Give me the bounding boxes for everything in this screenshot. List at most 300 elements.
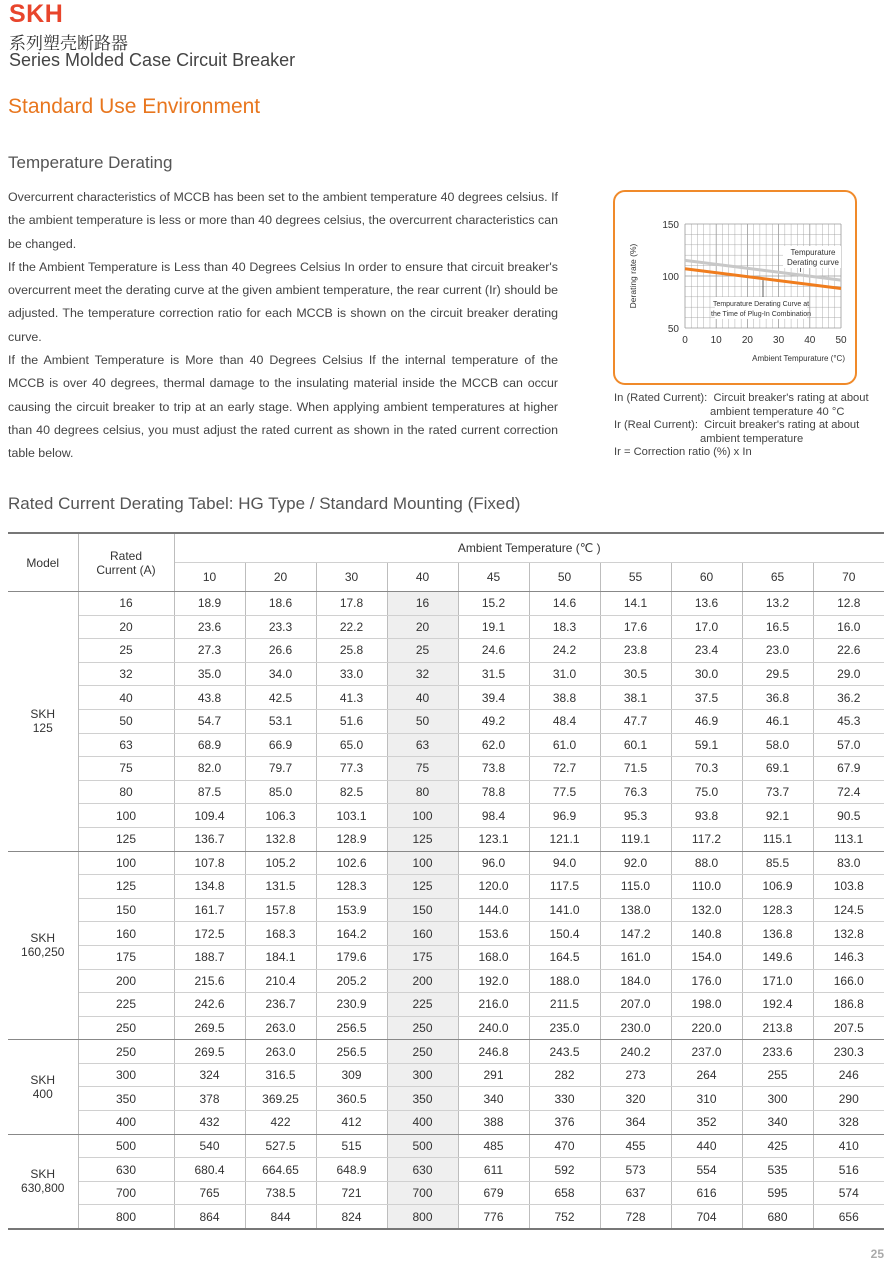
value-cell: 94.0 — [529, 851, 600, 875]
table-row — [8, 945, 884, 969]
value-cell: 62.0 — [458, 733, 529, 757]
value-cell: 230.3 — [813, 1040, 884, 1064]
value-cell: 164.2 — [316, 922, 387, 946]
value-cell: 328 — [813, 1111, 884, 1135]
table-row — [8, 1063, 884, 1087]
value-cell: 573 — [600, 1158, 671, 1182]
value-cell: 179.6 — [316, 945, 387, 969]
value-cell: 240.0 — [458, 1016, 529, 1040]
y-tick-label: 150 — [662, 220, 679, 231]
value-cell: 117.2 — [671, 827, 742, 851]
value-cell: 16 — [387, 592, 458, 616]
table-row — [8, 993, 884, 1017]
value-cell: 80 — [387, 780, 458, 804]
value-cell: 29.5 — [742, 662, 813, 686]
rated-current-cell: 80 — [78, 780, 174, 804]
value-cell: 269.5 — [174, 1016, 245, 1040]
value-cell: 128.3 — [316, 875, 387, 899]
model-cell: SKH 400 — [8, 1040, 78, 1134]
value-cell: 96.0 — [458, 851, 529, 875]
rated-current-cell: 20 — [78, 615, 174, 639]
value-cell: 172.5 — [174, 922, 245, 946]
value-cell: 184.0 — [600, 969, 671, 993]
table-row — [8, 1158, 884, 1182]
table-row — [8, 592, 884, 616]
table-row — [8, 686, 884, 710]
table-row — [8, 757, 884, 781]
value-cell: 46.9 — [671, 709, 742, 733]
value-cell: 106.3 — [245, 804, 316, 828]
value-cell: 168.0 — [458, 945, 529, 969]
value-cell: 422 — [245, 1111, 316, 1135]
table-row — [8, 922, 884, 946]
value-cell: 131.5 — [245, 875, 316, 899]
value-cell: 45.3 — [813, 709, 884, 733]
note-ir-cont: ambient temperature — [700, 432, 804, 445]
value-cell: 115.1 — [742, 827, 813, 851]
value-cell: 38.8 — [529, 686, 600, 710]
value-cell: 700 — [387, 1181, 458, 1205]
value-cell: 132.0 — [671, 898, 742, 922]
note-ir: Ir (Real Current): Circuit breaker's rating at about — [614, 419, 860, 431]
value-cell: 765 — [174, 1181, 245, 1205]
value-cell: 30.0 — [671, 662, 742, 686]
value-cell: 146.3 — [813, 945, 884, 969]
table-row — [8, 733, 884, 757]
value-cell: 73.8 — [458, 757, 529, 781]
model-cell: SKH 630,800 — [8, 1134, 78, 1229]
value-cell: 26.6 — [245, 639, 316, 663]
value-cell: 46.1 — [742, 709, 813, 733]
value-cell: 22.6 — [813, 639, 884, 663]
value-cell: 92.0 — [600, 851, 671, 875]
value-cell: 210.4 — [245, 969, 316, 993]
value-cell: 18.3 — [529, 615, 600, 639]
value-cell: 132.8 — [245, 827, 316, 851]
value-cell: 17.0 — [671, 615, 742, 639]
value-cell: 515 — [316, 1134, 387, 1158]
value-cell: 664.65 — [245, 1158, 316, 1182]
value-cell: 121.1 — [529, 827, 600, 851]
value-cell: 27.3 — [174, 639, 245, 663]
value-cell: 113.1 — [813, 827, 884, 851]
header-ambient-temperature: Ambient Temperature (℃ ) — [174, 533, 884, 563]
value-cell: 310 — [671, 1087, 742, 1111]
y-tick-label: 50 — [667, 324, 679, 335]
value-cell: 15.2 — [458, 592, 529, 616]
value-cell: 82.5 — [316, 780, 387, 804]
rated-current-cell: 40 — [78, 686, 174, 710]
value-cell: 250 — [387, 1040, 458, 1064]
value-cell: 154.0 — [671, 945, 742, 969]
value-cell: 23.6 — [174, 615, 245, 639]
value-cell: 168.3 — [245, 922, 316, 946]
paragraph: If the Ambient Temperature is Less than 40 Degrees Celsius In order to ensure that circuit breaker's overcurrent meet the derating curve at the given ambient temperature, the rear current (Ir) should be adjusted. The temperature correction ratio for each MCCB is shown on the circuit breaker derating curve. — [8, 259, 558, 344]
value-cell: 440 — [671, 1134, 742, 1158]
value-cell: 153.9 — [316, 898, 387, 922]
value-cell: 31.5 — [458, 662, 529, 686]
value-cell: 16.5 — [742, 615, 813, 639]
value-cell: 637 — [600, 1181, 671, 1205]
value-cell: 18.9 — [174, 592, 245, 616]
table-row — [8, 1134, 884, 1158]
value-cell: 79.7 — [245, 757, 316, 781]
value-cell: 16.0 — [813, 615, 884, 639]
value-cell: 240.2 — [600, 1040, 671, 1064]
value-cell: 592 — [529, 1158, 600, 1182]
value-cell: 24.2 — [529, 639, 600, 663]
value-cell: 235.0 — [529, 1016, 600, 1040]
value-cell: 658 — [529, 1181, 600, 1205]
value-cell: 134.8 — [174, 875, 245, 899]
value-cell: 213.8 — [742, 1016, 813, 1040]
value-cell: 20 — [387, 615, 458, 639]
value-cell: 141.0 — [529, 898, 600, 922]
value-cell: 378 — [174, 1087, 245, 1111]
value-cell: 77.3 — [316, 757, 387, 781]
value-cell: 485 — [458, 1134, 529, 1158]
value-cell: 92.1 — [742, 804, 813, 828]
value-cell: 246 — [813, 1063, 884, 1087]
x-tick-label: 10 — [710, 335, 722, 346]
value-cell: 60.1 — [600, 733, 671, 757]
rated-current-cell: 160 — [78, 922, 174, 946]
rated-current-cell: 700 — [78, 1181, 174, 1205]
value-cell: 36.8 — [742, 686, 813, 710]
value-cell: 136.7 — [174, 827, 245, 851]
model-cell: SKH 160,250 — [8, 851, 78, 1040]
value-cell: 66.9 — [245, 733, 316, 757]
y-tick-label: 100 — [662, 272, 679, 283]
table-row — [8, 969, 884, 993]
value-cell: 67.9 — [813, 757, 884, 781]
value-cell: 106.9 — [742, 875, 813, 899]
value-cell: 150 — [387, 898, 458, 922]
table-row — [8, 709, 884, 733]
header-rated-current: Rated Current (A) — [78, 533, 174, 592]
value-cell: 160 — [387, 922, 458, 946]
value-cell: 340 — [458, 1087, 529, 1111]
rated-current-cell: 100 — [78, 804, 174, 828]
table-row — [8, 1111, 884, 1135]
header-temp: 65 — [742, 563, 813, 592]
value-cell: 22.2 — [316, 615, 387, 639]
rated-current-cell: 350 — [78, 1087, 174, 1111]
value-cell: 680 — [742, 1205, 813, 1229]
value-cell: 128.9 — [316, 827, 387, 851]
value-cell: 103.1 — [316, 804, 387, 828]
value-cell: 410 — [813, 1134, 884, 1158]
annotation-label: Tempurature — [790, 248, 836, 257]
table-row — [8, 615, 884, 639]
value-cell: 188.0 — [529, 969, 600, 993]
value-cell: 98.4 — [458, 804, 529, 828]
value-cell: 330 — [529, 1087, 600, 1111]
value-cell: 23.0 — [742, 639, 813, 663]
value-cell: 263.0 — [245, 1040, 316, 1064]
value-cell: 166.0 — [813, 969, 884, 993]
note-in-cont: ambient temperature 40 °C — [710, 405, 845, 418]
page-number: 25 — [870, 1247, 884, 1261]
value-cell: 186.8 — [813, 993, 884, 1017]
table-row — [8, 1181, 884, 1205]
value-cell: 90.5 — [813, 804, 884, 828]
value-cell: 225 — [387, 993, 458, 1017]
value-cell: 721 — [316, 1181, 387, 1205]
rated-current-cell: 125 — [78, 875, 174, 899]
value-cell: 39.4 — [458, 686, 529, 710]
value-cell: 630 — [387, 1158, 458, 1182]
value-cell: 350 — [387, 1087, 458, 1111]
header-temp: 55 — [600, 563, 671, 592]
value-cell: 161.0 — [600, 945, 671, 969]
brand-logo: SKH — [9, 0, 64, 28]
value-cell: 309 — [316, 1063, 387, 1087]
header-temp: 30 — [316, 563, 387, 592]
value-cell: 70.3 — [671, 757, 742, 781]
value-cell: 31.0 — [529, 662, 600, 686]
table-row — [8, 827, 884, 851]
value-cell: 500 — [387, 1134, 458, 1158]
value-cell: 82.0 — [174, 757, 245, 781]
value-cell: 49.2 — [458, 709, 529, 733]
value-cell: 470 — [529, 1134, 600, 1158]
value-cell: 164.5 — [529, 945, 600, 969]
value-cell: 71.5 — [600, 757, 671, 781]
value-cell: 369.25 — [245, 1087, 316, 1111]
value-cell: 119.1 — [600, 827, 671, 851]
value-cell: 216.0 — [458, 993, 529, 1017]
table-row — [8, 804, 884, 828]
value-cell: 364 — [600, 1111, 671, 1135]
value-cell: 844 — [245, 1205, 316, 1229]
value-cell: 87.5 — [174, 780, 245, 804]
value-cell: 138.0 — [600, 898, 671, 922]
value-cell: 23.4 — [671, 639, 742, 663]
value-cell: 243.5 — [529, 1040, 600, 1064]
value-cell: 215.6 — [174, 969, 245, 993]
value-cell: 527.5 — [245, 1134, 316, 1158]
value-cell: 149.6 — [742, 945, 813, 969]
value-cell: 233.6 — [742, 1040, 813, 1064]
model-cell: SKH 125 — [8, 592, 78, 852]
value-cell: 85.0 — [245, 780, 316, 804]
value-cell: 800 — [387, 1205, 458, 1229]
value-cell: 220.0 — [671, 1016, 742, 1040]
value-cell: 192.0 — [458, 969, 529, 993]
value-cell: 57.0 — [813, 733, 884, 757]
table-row — [8, 1205, 884, 1229]
value-cell: 72.4 — [813, 780, 884, 804]
note-formula: Ir = Correction ratio (%) x In — [614, 446, 752, 458]
value-cell: 425 — [742, 1134, 813, 1158]
value-cell: 93.8 — [671, 804, 742, 828]
annotation-label: Derating curve — [786, 258, 840, 267]
rated-current-cell: 175 — [78, 945, 174, 969]
value-cell: 125 — [387, 827, 458, 851]
rated-current-cell: 75 — [78, 757, 174, 781]
value-cell: 412 — [316, 1111, 387, 1135]
value-cell: 13.2 — [742, 592, 813, 616]
table-row — [8, 898, 884, 922]
value-cell: 40 — [387, 686, 458, 710]
value-cell: 824 — [316, 1205, 387, 1229]
value-cell: 23.3 — [245, 615, 316, 639]
value-cell: 128.3 — [742, 898, 813, 922]
derating-chart — [615, 192, 855, 383]
header-temp: 10 — [174, 563, 245, 592]
rated-current-cell: 250 — [78, 1040, 174, 1064]
value-cell: 88.0 — [671, 851, 742, 875]
section-title: Standard Use Environment — [8, 95, 261, 118]
value-cell: 153.6 — [458, 922, 529, 946]
value-cell: 264 — [671, 1063, 742, 1087]
header-temp: 40 — [387, 563, 458, 592]
value-cell: 63 — [387, 733, 458, 757]
value-cell: 230.0 — [600, 1016, 671, 1040]
rated-current-cell: 250 — [78, 1016, 174, 1040]
rated-current-cell: 800 — [78, 1205, 174, 1229]
value-cell: 33.0 — [316, 662, 387, 686]
value-cell: 320 — [600, 1087, 671, 1111]
value-cell: 150.4 — [529, 922, 600, 946]
rated-current-cell: 100 — [78, 851, 174, 875]
value-cell: 125 — [387, 875, 458, 899]
value-cell: 51.6 — [316, 709, 387, 733]
value-cell: 61.0 — [529, 733, 600, 757]
header-temp: 20 — [245, 563, 316, 592]
note-in: In (Rated Current): Circuit breaker's rating at about — [614, 392, 869, 404]
value-cell: 14.1 — [600, 592, 671, 616]
value-cell: 35.0 — [174, 662, 245, 686]
value-cell: 230.9 — [316, 993, 387, 1017]
value-cell: 43.8 — [174, 686, 245, 710]
value-cell: 300 — [742, 1087, 813, 1111]
rated-current-cell: 200 — [78, 969, 174, 993]
value-cell: 776 — [458, 1205, 529, 1229]
value-cell: 198.0 — [671, 993, 742, 1017]
value-cell: 535 — [742, 1158, 813, 1182]
value-cell: 324 — [174, 1063, 245, 1087]
page-title-en: Series Molded Case Circuit Breaker — [9, 50, 296, 70]
value-cell: 752 — [529, 1205, 600, 1229]
value-cell: 54.7 — [174, 709, 245, 733]
x-tick-label: 30 — [773, 335, 785, 346]
value-cell: 291 — [458, 1063, 529, 1087]
value-cell: 78.8 — [458, 780, 529, 804]
y-axis-label: Derating rate (%) — [628, 243, 638, 309]
value-cell: 124.5 — [813, 898, 884, 922]
value-cell: 76.3 — [600, 780, 671, 804]
value-cell: 59.1 — [671, 733, 742, 757]
value-cell: 105.2 — [245, 851, 316, 875]
value-cell: 574 — [813, 1181, 884, 1205]
value-cell: 516 — [813, 1158, 884, 1182]
value-cell: 316.5 — [245, 1063, 316, 1087]
value-cell: 32 — [387, 662, 458, 686]
value-cell: 171.0 — [742, 969, 813, 993]
table-row — [8, 1087, 884, 1111]
rated-current-cell: 500 — [78, 1134, 174, 1158]
value-cell: 42.5 — [245, 686, 316, 710]
value-cell: 109.4 — [174, 804, 245, 828]
value-cell: 200 — [387, 969, 458, 993]
value-cell: 656 — [813, 1205, 884, 1229]
value-cell: 100 — [387, 804, 458, 828]
value-cell: 864 — [174, 1205, 245, 1229]
value-cell: 73.7 — [742, 780, 813, 804]
value-cell: 282 — [529, 1063, 600, 1087]
value-cell: 554 — [671, 1158, 742, 1182]
value-cell: 12.8 — [813, 592, 884, 616]
rated-current-cell: 300 — [78, 1063, 174, 1087]
value-cell: 611 — [458, 1158, 529, 1182]
header-temp: 45 — [458, 563, 529, 592]
value-cell: 256.5 — [316, 1040, 387, 1064]
value-cell: 352 — [671, 1111, 742, 1135]
value-cell: 273 — [600, 1063, 671, 1087]
value-cell: 144.0 — [458, 898, 529, 922]
paragraph: Overcurrent characteristics of MCCB has been set to the ambient temperature 40 degrees celsius. If the ambient temperature is less or more than 40 degrees celsius, the overcurrent characteristics can be changed. — [8, 190, 558, 251]
table-row — [8, 851, 884, 875]
derating-table — [8, 532, 884, 1230]
value-cell: 595 — [742, 1181, 813, 1205]
value-cell: 69.1 — [742, 757, 813, 781]
value-cell: 738.5 — [245, 1181, 316, 1205]
value-cell: 192.4 — [742, 993, 813, 1017]
value-cell: 72.7 — [529, 757, 600, 781]
value-cell: 117.5 — [529, 875, 600, 899]
value-cell: 388 — [458, 1111, 529, 1135]
x-tick-label: 40 — [804, 335, 816, 346]
value-cell: 100 — [387, 851, 458, 875]
table-row — [8, 780, 884, 804]
value-cell: 103.8 — [813, 875, 884, 899]
value-cell: 140.8 — [671, 922, 742, 946]
value-cell: 207.0 — [600, 993, 671, 1017]
header-temp: 60 — [671, 563, 742, 592]
value-cell: 36.2 — [813, 686, 884, 710]
annotation-label: Tempurature Derating Curve at — [712, 301, 810, 308]
paragraph: If the Ambient Temperature is More than 40 Degrees Celsius If the internal temperature of the MCCB is over 40 degrees, thermal damage to the insulating material inside the MCCB can occur causing the circuit breaker to trip at an early stage. When applying ambient temperatures at higher than 40 degrees celsius, you must adjust the rated current as shown in the rated current correction table below. — [8, 353, 558, 461]
rated-current-cell: 150 — [78, 898, 174, 922]
value-cell: 175 — [387, 945, 458, 969]
value-cell: 25 — [387, 639, 458, 663]
value-cell: 704 — [671, 1205, 742, 1229]
value-cell: 50 — [387, 709, 458, 733]
header-temp: 50 — [529, 563, 600, 592]
value-cell: 455 — [600, 1134, 671, 1158]
value-cell: 211.5 — [529, 993, 600, 1017]
value-cell: 30.5 — [600, 662, 671, 686]
value-cell: 188.7 — [174, 945, 245, 969]
table-title: Rated Current Derating Tabel: HG Type / Standard Mounting (Fixed) — [8, 494, 521, 513]
value-cell: 95.3 — [600, 804, 671, 828]
value-cell: 432 — [174, 1111, 245, 1135]
value-cell: 680.4 — [174, 1158, 245, 1182]
value-cell: 19.1 — [458, 615, 529, 639]
subsection-title: Temperature Derating — [8, 153, 173, 172]
value-cell: 96.9 — [529, 804, 600, 828]
value-cell: 29.0 — [813, 662, 884, 686]
value-cell: 68.9 — [174, 733, 245, 757]
value-cell: 176.0 — [671, 969, 742, 993]
value-cell: 18.6 — [245, 592, 316, 616]
rated-current-cell: 16 — [78, 592, 174, 616]
value-cell: 136.8 — [742, 922, 813, 946]
value-cell: 110.0 — [671, 875, 742, 899]
value-cell: 17.6 — [600, 615, 671, 639]
